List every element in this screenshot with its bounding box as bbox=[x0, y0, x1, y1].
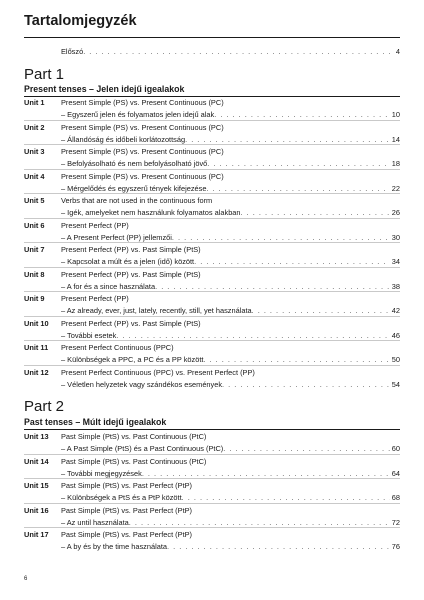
unit-subtitle-line bbox=[61, 110, 400, 120]
unit-title: Present Perfect (PP) bbox=[61, 220, 129, 230]
unit-subtitle-line bbox=[61, 135, 400, 145]
unit-entry bbox=[24, 172, 400, 194]
leader-dots bbox=[167, 542, 390, 552]
unit-subtitle: – Állandóság és időbeli korlátozottság bbox=[61, 134, 186, 144]
unit-number: Unit 12 bbox=[24, 367, 49, 377]
unit-number: Unit 6 bbox=[24, 220, 45, 230]
unit-entry bbox=[24, 196, 400, 218]
section-heading: Present tenses – Jelen idejű igealakok bbox=[24, 84, 185, 94]
unit-title: Present Perfect (PP) vs. Past Simple (PtS) bbox=[61, 269, 201, 279]
unit-subtitle: – Az already, ever, just, lately, recently, still, yet használata bbox=[61, 306, 252, 315]
unit-subtitle-line bbox=[61, 257, 400, 267]
unit-divider bbox=[24, 316, 400, 317]
leader-dots bbox=[83, 47, 394, 57]
section-heading: Past tenses – Múlt idejű igealakok bbox=[24, 417, 167, 427]
title-rule bbox=[24, 37, 400, 38]
unit-number: Unit 16 bbox=[24, 505, 49, 515]
unit-divider bbox=[24, 267, 400, 268]
unit-number: Unit 5 bbox=[24, 196, 45, 205]
unit-divider bbox=[24, 242, 400, 243]
unit-subtitle: – Igék, amelyeket nem használunk folyamatos alakban bbox=[61, 208, 241, 217]
unit-divider bbox=[24, 340, 400, 341]
unit-subtitle: – A for és a since használata bbox=[61, 281, 156, 291]
unit-entry bbox=[24, 294, 400, 316]
section-rule bbox=[24, 96, 400, 97]
unit-divider bbox=[24, 454, 400, 455]
unit-divider bbox=[24, 291, 400, 292]
unit-page: 42 bbox=[391, 306, 400, 315]
unit-entry bbox=[24, 147, 400, 169]
unit-page: 18 bbox=[391, 159, 400, 168]
unit-divider bbox=[24, 478, 400, 479]
unit-entry bbox=[24, 343, 400, 365]
unit-entry bbox=[24, 245, 400, 267]
unit-subtitle-line bbox=[61, 331, 400, 341]
unit-subtitle-line bbox=[61, 542, 400, 552]
unit-number: Unit 2 bbox=[24, 122, 45, 132]
unit-divider bbox=[24, 144, 400, 145]
unit-page: 46 bbox=[391, 330, 400, 340]
unit-subtitle: – A by és by the time használata bbox=[61, 542, 167, 551]
unit-number: Unit 3 bbox=[24, 147, 45, 156]
unit-title: Verbs that are not used in the continuous form bbox=[61, 196, 213, 205]
unit-divider bbox=[24, 218, 400, 219]
unit-subtitle: – Különbségek a PPC, a PC és a PP között bbox=[61, 355, 204, 364]
unit-divider bbox=[24, 527, 400, 528]
unit-page: 76 bbox=[391, 542, 400, 551]
unit-number: Unit 17 bbox=[24, 530, 49, 539]
unit-subtitle-line bbox=[61, 233, 400, 243]
preface-entry bbox=[61, 47, 400, 57]
unit-subtitle: – Véletlen helyzetek vagy szándékos események bbox=[61, 379, 223, 389]
unit-title: Present Perfect (PP) vs. Past Simple (PtS) bbox=[61, 318, 201, 328]
unit-title: Present Simple (PS) vs. Present Continuous (PC) bbox=[61, 147, 224, 156]
unit-page: 60 bbox=[391, 444, 400, 453]
unit-title: Present Perfect (PP) bbox=[61, 294, 129, 303]
unit-number: Unit 14 bbox=[24, 456, 49, 466]
unit-entry bbox=[24, 481, 400, 503]
preface-label: Előszó bbox=[61, 47, 84, 56]
unit-entry bbox=[24, 457, 400, 479]
unit-number: Unit 15 bbox=[24, 481, 49, 490]
unit-title: Past Simple (PtS) vs. Past Perfect (PtP) bbox=[61, 481, 193, 490]
unit-page: 68 bbox=[391, 493, 400, 502]
unit-subtitle-line bbox=[61, 444, 400, 454]
leader-dots bbox=[185, 135, 390, 145]
unit-title: Present Simple (PS) vs. Present Continuous (PC) bbox=[61, 98, 224, 107]
unit-divider bbox=[24, 169, 400, 170]
unit-page: 26 bbox=[391, 208, 400, 217]
unit-subtitle: – Mérgelődés és egyszerű tények kifejezése bbox=[61, 183, 207, 193]
leader-dots bbox=[155, 282, 390, 292]
unit-page: 34 bbox=[391, 257, 400, 266]
leader-dots bbox=[142, 469, 390, 479]
unit-page: 14 bbox=[391, 134, 400, 144]
preface-page: 4 bbox=[395, 47, 400, 56]
unit-subtitle: – További megjegyzések bbox=[61, 468, 142, 478]
unit-title: Present Simple (PS) vs. Present Continuous (PC) bbox=[61, 171, 224, 181]
unit-number: Unit 11 bbox=[24, 343, 49, 352]
unit-subtitle-line bbox=[61, 184, 400, 194]
unit-title: Present Simple (PS) vs. Present Continuous (PC) bbox=[61, 122, 224, 132]
unit-subtitle-line bbox=[61, 355, 400, 365]
unit-number: Unit 9 bbox=[24, 294, 45, 303]
unit-divider bbox=[24, 365, 400, 366]
unit-subtitle-line bbox=[61, 282, 400, 292]
unit-subtitle: – Egyszerű jelen és folyamatos jelen idejű alak bbox=[61, 110, 215, 119]
leader-dots bbox=[129, 518, 390, 528]
unit-subtitle: – A Present Perfect (PP) jellemzői bbox=[61, 232, 172, 242]
unit-subtitle: – További esetek bbox=[61, 330, 117, 340]
leader-dots bbox=[194, 257, 390, 267]
unit-subtitle-line bbox=[61, 208, 400, 218]
leader-dots bbox=[172, 233, 390, 243]
unit-title: Present Perfect (PP) vs. Past Simple (PtS) bbox=[61, 245, 201, 254]
unit-page: 10 bbox=[391, 110, 400, 119]
unit-subtitle-line bbox=[61, 159, 400, 169]
unit-title: Present Perfect Continuous (PPC) bbox=[61, 343, 174, 352]
leader-dots bbox=[252, 306, 390, 316]
unit-page: 72 bbox=[391, 517, 400, 527]
unit-entry bbox=[24, 368, 400, 390]
unit-entry bbox=[24, 270, 400, 292]
unit-number: Unit 1 bbox=[24, 98, 45, 107]
unit-entry bbox=[24, 432, 400, 454]
unit-number: Unit 10 bbox=[24, 318, 49, 328]
unit-divider bbox=[24, 120, 400, 121]
leader-dots bbox=[214, 110, 390, 120]
unit-entry bbox=[24, 221, 400, 243]
leader-dots bbox=[182, 493, 390, 503]
unit-subtitle: – Különbségek a PtS és a PtP között bbox=[61, 493, 182, 502]
leader-dots bbox=[116, 331, 389, 341]
leader-dots bbox=[241, 208, 390, 218]
page-title: Tartalomjegyzék bbox=[24, 13, 137, 29]
unit-subtitle: – A Past Simple (PtS) és a Past Continuous (PtC) bbox=[61, 444, 224, 453]
leader-dots bbox=[223, 444, 390, 454]
unit-title: Past Simple (PtS) vs. Past Perfect (PtP) bbox=[61, 505, 193, 515]
unit-subtitle-line bbox=[61, 518, 400, 528]
part-heading: Part 1 bbox=[24, 66, 65, 83]
unit-subtitle-line bbox=[61, 306, 400, 316]
unit-page: 30 bbox=[391, 232, 400, 242]
page-number: 6 bbox=[24, 576, 28, 582]
unit-subtitle: – Kapcsolat a múlt és a jelen (idő) között bbox=[61, 257, 195, 266]
unit-title: Past Simple (PtS) vs. Past Continuous (PtC) bbox=[61, 432, 207, 441]
unit-divider bbox=[24, 503, 400, 504]
leader-dots bbox=[206, 184, 389, 194]
unit-divider bbox=[24, 193, 400, 194]
unit-entry bbox=[24, 319, 400, 341]
unit-subtitle-line bbox=[61, 493, 400, 503]
unit-entry bbox=[24, 98, 400, 120]
unit-subtitle-line bbox=[61, 469, 400, 479]
leader-dots bbox=[203, 355, 389, 365]
unit-subtitle-line bbox=[61, 380, 400, 390]
unit-subtitle: – Az until használata bbox=[61, 517, 129, 527]
unit-page: 54 bbox=[391, 379, 400, 389]
unit-entry bbox=[24, 506, 400, 528]
unit-title: Present Perfect Continuous (PPC) vs. Present Perfect (PP) bbox=[61, 367, 255, 377]
unit-title: Past Simple (PtS) vs. Past Perfect (PtP) bbox=[61, 530, 193, 539]
unit-page: 50 bbox=[391, 355, 400, 364]
unit-page: 22 bbox=[391, 183, 400, 193]
unit-title: Past Simple (PtS) vs. Past Continuous (PtC) bbox=[61, 456, 207, 466]
unit-number: Unit 7 bbox=[24, 245, 45, 254]
unit-entry bbox=[24, 123, 400, 145]
unit-number: Unit 8 bbox=[24, 269, 45, 279]
unit-page: 38 bbox=[391, 281, 400, 291]
unit-number: Unit 4 bbox=[24, 171, 45, 181]
unit-page: 64 bbox=[391, 468, 400, 478]
section-rule bbox=[24, 429, 400, 430]
unit-number: Unit 13 bbox=[24, 432, 49, 441]
leader-dots bbox=[222, 380, 390, 390]
unit-entry bbox=[24, 530, 400, 552]
part-heading: Part 2 bbox=[24, 398, 65, 415]
unit-subtitle: – Befolyásolható és nem befolyásolható jövő bbox=[61, 159, 208, 168]
leader-dots bbox=[207, 159, 390, 169]
